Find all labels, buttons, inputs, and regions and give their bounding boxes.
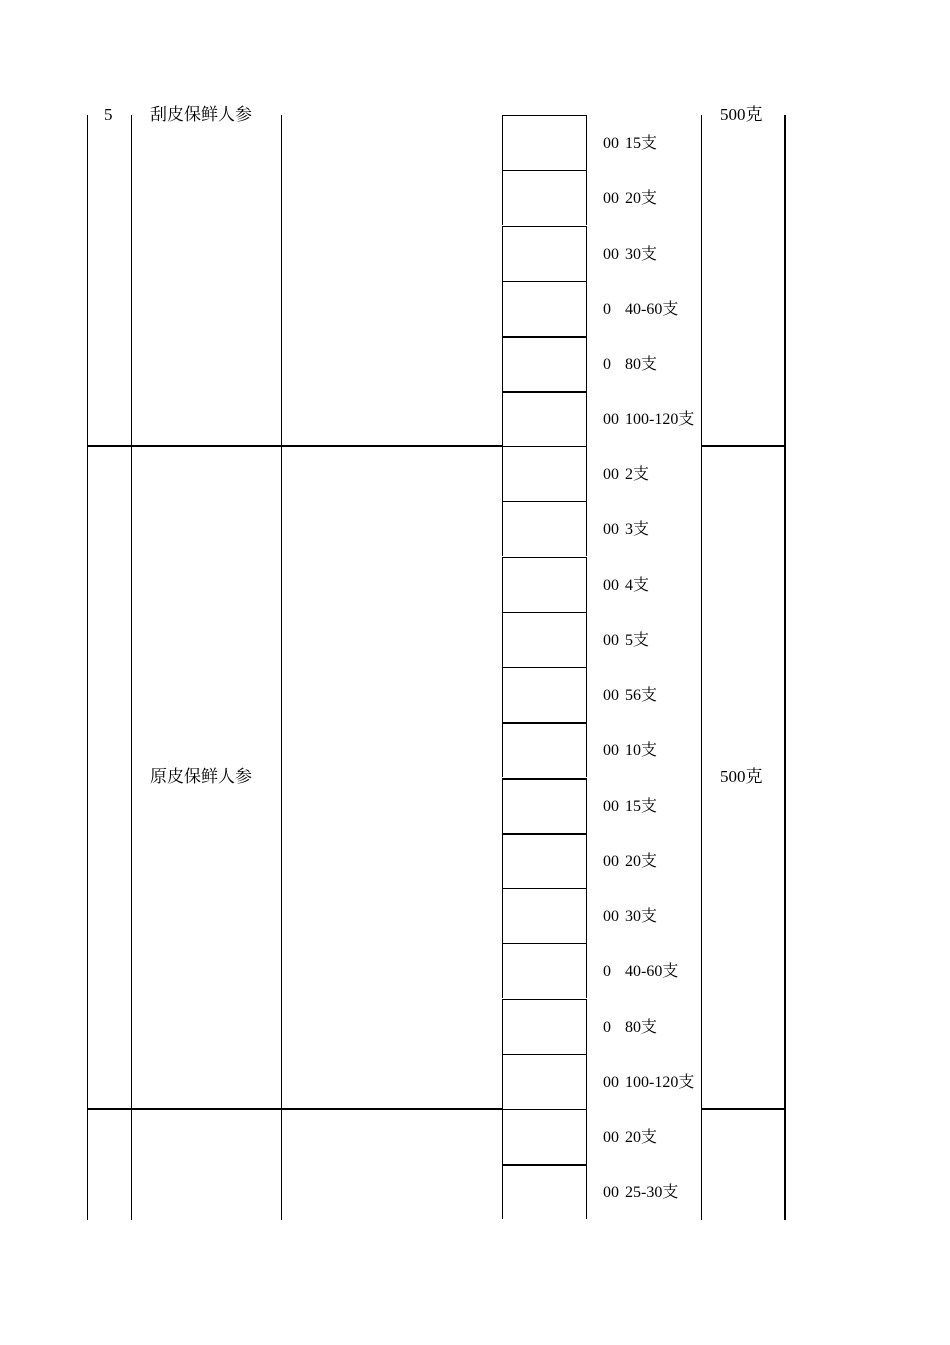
spec-size: 30支 (625, 908, 658, 925)
spec-size: 100-120支 (625, 1074, 695, 1091)
spec-cell-top-border (503, 1164, 586, 1166)
spec-prefix: 00 (603, 246, 619, 263)
spec-label (603, 1128, 657, 1148)
spec-label (603, 797, 657, 817)
spec-label (603, 189, 657, 209)
column-line-spec (701, 115, 702, 1220)
spec-size: 40-60支 (625, 963, 679, 980)
group-separator (701, 1108, 785, 1110)
spec-size: 25-30支 (625, 1184, 679, 1201)
spec-cell (502, 281, 587, 336)
spec-label (603, 355, 657, 375)
spec-cell (502, 391, 587, 446)
spec-cell-top-border (503, 612, 586, 613)
spec-prefix: 00 (603, 1184, 619, 1201)
spec-size: 20支 (625, 853, 658, 870)
spec-prefix: 00 (603, 521, 619, 538)
spec-label (603, 631, 649, 651)
spec-cell-top-border (503, 888, 586, 889)
spec-size: 15支 (625, 135, 658, 152)
spec-cell (502, 226, 587, 281)
column-line-index (131, 115, 132, 1220)
spec-label (603, 576, 649, 596)
spec-prefix: 00 (603, 908, 619, 925)
spec-prefix: 00 (603, 687, 619, 704)
spec-cell (502, 722, 587, 777)
spec-prefix: 00 (603, 466, 619, 483)
spec-prefix: 0 (603, 301, 611, 318)
spec-cell-top-border (503, 722, 586, 724)
spec-cell-top-border (503, 999, 586, 1000)
spec-cell-top-border (503, 943, 586, 944)
spec-cell (502, 999, 587, 1054)
spec-size: 10支 (625, 742, 658, 759)
spec-cell-top-border (503, 226, 586, 227)
spec-cell (502, 888, 587, 943)
spec-label (603, 1183, 678, 1203)
spec-size: 2支 (625, 466, 650, 483)
column-line-right (784, 115, 786, 1220)
spec-label (603, 686, 657, 706)
spec-size: 3支 (625, 521, 650, 538)
spec-prefix: 00 (603, 1129, 619, 1146)
spec-label (603, 962, 678, 982)
spec-label (603, 852, 657, 872)
spec-size: 5支 (625, 632, 650, 649)
spec-cell-top-border (503, 336, 586, 338)
spec-label (603, 741, 657, 761)
spec-prefix: 0 (603, 963, 611, 980)
spec-cell-top-border (503, 833, 586, 835)
spec-prefix: 00 (603, 135, 619, 152)
spec-label (603, 134, 657, 154)
spec-prefix: 00 (603, 798, 619, 815)
spec-prefix: 00 (603, 742, 619, 759)
spec-label (603, 465, 649, 485)
spec-cell-top-border (503, 391, 586, 393)
spec-cell (502, 336, 587, 391)
spec-cell-top-border (503, 667, 586, 668)
column-line-left (87, 115, 88, 1220)
spec-cell (502, 557, 587, 612)
spec-cell-top-border (503, 557, 586, 558)
spec-size: 80支 (625, 356, 658, 373)
spec-cell-top-border (503, 501, 586, 502)
unit-label: 500克 (720, 767, 763, 786)
spec-size: 20支 (625, 190, 658, 207)
spec-size: 4支 (625, 577, 650, 594)
spec-size: 15支 (625, 798, 658, 815)
spec-prefix: 0 (603, 356, 611, 373)
spec-label (603, 907, 657, 927)
spec-size: 80支 (625, 1019, 658, 1036)
spec-size: 30支 (625, 246, 658, 263)
spec-cell (502, 170, 587, 225)
spec-cell-top-border (503, 1054, 586, 1055)
spec-cell-top-border (503, 115, 586, 116)
spec-cell (502, 667, 587, 722)
spec-size: 40-60支 (625, 301, 679, 318)
group-separator (87, 1108, 503, 1110)
product-name: 原皮保鲜人参 (150, 767, 252, 786)
spec-cell (502, 446, 587, 501)
spec-cell (502, 1164, 587, 1219)
spec-prefix: 0 (603, 1019, 611, 1036)
spec-cell-top-border (503, 281, 586, 282)
group-separator (87, 445, 503, 447)
spec-prefix: 00 (603, 411, 619, 428)
spec-label (603, 245, 657, 265)
spec-cell (502, 501, 587, 556)
spec-prefix: 00 (603, 853, 619, 870)
spec-cell-top-border (503, 446, 586, 447)
spec-cell-top-border (503, 778, 586, 780)
spec-cell-top-border (503, 1109, 586, 1110)
row-index: 5 (104, 105, 113, 124)
spec-cell (502, 612, 587, 667)
spec-size: 20支 (625, 1129, 658, 1146)
product-name: 刮皮保鲜人参 (150, 105, 252, 124)
spec-label (603, 1018, 657, 1038)
column-line-name (281, 115, 282, 1220)
unit-label: 500克 (720, 105, 763, 124)
spec-cell-top-border (503, 170, 586, 171)
spec-size: 56支 (625, 687, 658, 704)
spec-label (603, 520, 649, 540)
group-separator (701, 445, 785, 447)
spec-label (603, 300, 678, 320)
spec-prefix: 00 (603, 190, 619, 207)
spec-label (603, 1073, 694, 1093)
spec-cell (502, 778, 587, 833)
spec-cell (502, 1054, 587, 1109)
spec-prefix: 00 (603, 632, 619, 649)
spec-prefix: 00 (603, 577, 619, 594)
spec-cell (502, 833, 587, 888)
spec-cell (502, 943, 587, 998)
spec-size: 100-120支 (625, 411, 695, 428)
spec-label (603, 410, 694, 430)
spec-cell (502, 1109, 587, 1164)
spec-prefix: 00 (603, 1074, 619, 1091)
spec-cell (502, 115, 587, 170)
